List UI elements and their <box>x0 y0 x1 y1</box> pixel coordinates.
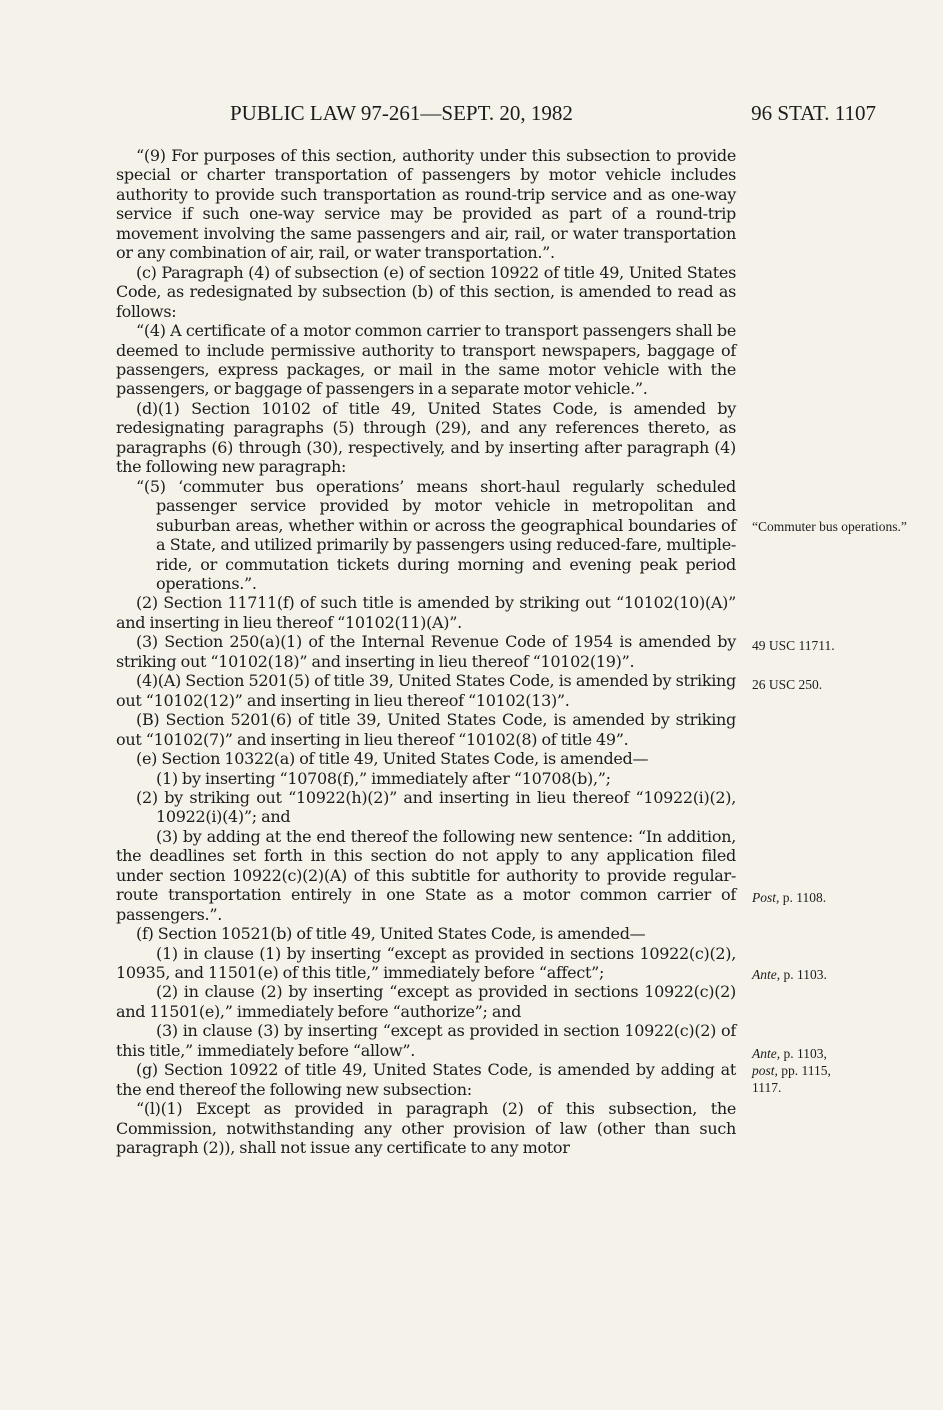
margin-note-post-page: p. 1108. <box>779 890 827 905</box>
margin-note-ante-label: Ante, <box>752 967 781 982</box>
paragraph-c-4: “(4) A certificate of a motor common carrier to transport passengers shall be deemed to include permissive authority to transport newspapers, baggage of passengers, express packages, or mail in the same motor vehicle with the passengers, or baggage of passengers in a separate motor vehicle.”. <box>116 321 736 399</box>
paragraph-e-1: (1) by inserting “10708(f),” immediately after “10708(b),”; <box>156 768 611 788</box>
paragraph-f: (f) Section 10521(b) of title 49, United States Code, is amended— <box>136 924 646 944</box>
margin-note-ante-page: p. 1103. <box>780 967 827 982</box>
paragraph-g-l-1: “(l)(1) Except as provided in paragraph (2) of this subsection, the Commission, notwithstanding any other provision of law (other than such paragraph (2)), shall not issue any certificate to any motor <box>116 1099 736 1158</box>
paragraph-9: “(9) For purposes of this section, authority under this subsection to provide special or charter transportation of passengers by motor vehicle includes authority to provide such transportation as round-trip service and as one-way service if such one-way service may be provided as part of a round-trip movement involving the same passengers and air, rail, or water transportation or any combination of air, rail, or water transportation.”. <box>116 146 736 263</box>
margin-note-commuter-bus: “Commuter bus operations.” <box>752 519 907 534</box>
paragraph-d-1: (d)(1) Section 10102 of title 49, United States Code, is amended by redesignating paragraphs (5) through (29), and any references thereto, as paragraphs (6) through (30), respectively, and by inserting after paragraph (4) the following new paragraph: <box>116 398 736 477</box>
page-header <box>112 98 876 128</box>
paragraph-d-5-definition: “(5) ‘commuter bus operations’ means short-haul regularly scheduled passenger service provided by motor vehicle in metropolitan and suburban areas, whether within or across the geographical boundaries of a State, and utilized primarily by passengers using reduced-fare, multiple-ride, or commutation tickets during morning and evening peak period operations.”. <box>136 476 736 593</box>
paragraph-d-3: (3) Section 250(a)(1) of the Internal Revenue Code of 1954 is amended by striking out “10102(18)” and inserting in lieu thereof “10102(19)”. <box>116 632 736 671</box>
margin-note-post-line <box>752 1062 932 1079</box>
paragraph-c: (c) Paragraph (4) of subsection (e) of section 10922 of title 49, United States Code, as redesignated by subsection (b) of this section, is amended to read as follows: <box>116 262 736 321</box>
margin-note-post-label: Post, <box>752 890 780 905</box>
margin-note-ante-post-multi <box>752 1045 932 1096</box>
margin-note-ante-multi-label: Ante, <box>752 1046 781 1061</box>
paragraph-d-4-b: (B) Section 5201(6) of title 39, United States Code, is amended by striking out “10102(7)” and inserting in lieu thereof “10102(8) of title 49”. <box>116 710 736 749</box>
paragraph-f-2: (2) in clause (2) by inserting “except as provided in sections 10922(c)(2) and 11501(e),” immediately before “authorize”; and <box>116 982 736 1021</box>
margin-note-ante-line <box>752 1045 932 1062</box>
margin-note-ante-1103 <box>752 966 932 983</box>
margin-note-ante-multi-page: p. 1103, <box>780 1046 827 1061</box>
margin-note-post-multi-page: pp. 1115, <box>777 1063 831 1078</box>
page-body <box>116 146 736 1158</box>
paragraph-d-4-a: (4)(A) Section 5201(5) of title 39, United States Code, is amended by striking out “10102(12)” and inserting in lieu thereof “10102(13)”. <box>116 671 736 710</box>
margin-note-post-tail: 1117. <box>752 1080 782 1095</box>
paragraph-f-3: (3) in clause (3) by inserting “except as provided in section 10922(c)(2) of this title,” immediately before “allow”. <box>116 1021 736 1060</box>
margin-note-26-usc-250: 26 USC 250. <box>752 677 823 692</box>
paragraph-d-2: (2) Section 11711(f) of such title is amended by striking out “10102(10)(A)” and inserting in lieu thereof “10102(11)(A)”. <box>116 593 736 632</box>
margin-note-post-multi-label: post, <box>752 1063 778 1078</box>
paragraph-g: (g) Section 10922 of title 49, United States Code, is amended by adding at the end thereof the following new subsection: <box>116 1060 736 1099</box>
page-header-stat-ref: 96 STAT. 1107 <box>751 101 876 125</box>
paragraph-e: (e) Section 10322(a) of title 49, United States Code, is amended— <box>136 749 649 769</box>
paragraph-f-1: (1) in clause (1) by inserting “except as provided in sections 10922(c)(2), 10935, and 11501(e) of this title,” immediately before “affect”; <box>116 943 736 983</box>
page-header-title: PUBLIC LAW 97-261—SEPT. 20, 1982 <box>230 101 573 125</box>
paragraph-e-3: (3) by adding at the end thereof the following new sentence: “In addition, the deadlines set forth in this section do not apply to any application filed under section 10922(c)(2)(A) of this subtitle for authority to provide regular-route transportation entirely in one State as a motor common carrier of passengers.”. <box>116 826 736 924</box>
margin-note-post-1108 <box>752 889 932 906</box>
margin-note-49-usc-11711: 49 USC 11711. <box>752 638 835 653</box>
paragraph-e-2: (2) by striking out “10922(h)(2)” and inserting in lieu thereof “10922(i)(2), 10922(i)(4)”; and <box>136 787 736 827</box>
